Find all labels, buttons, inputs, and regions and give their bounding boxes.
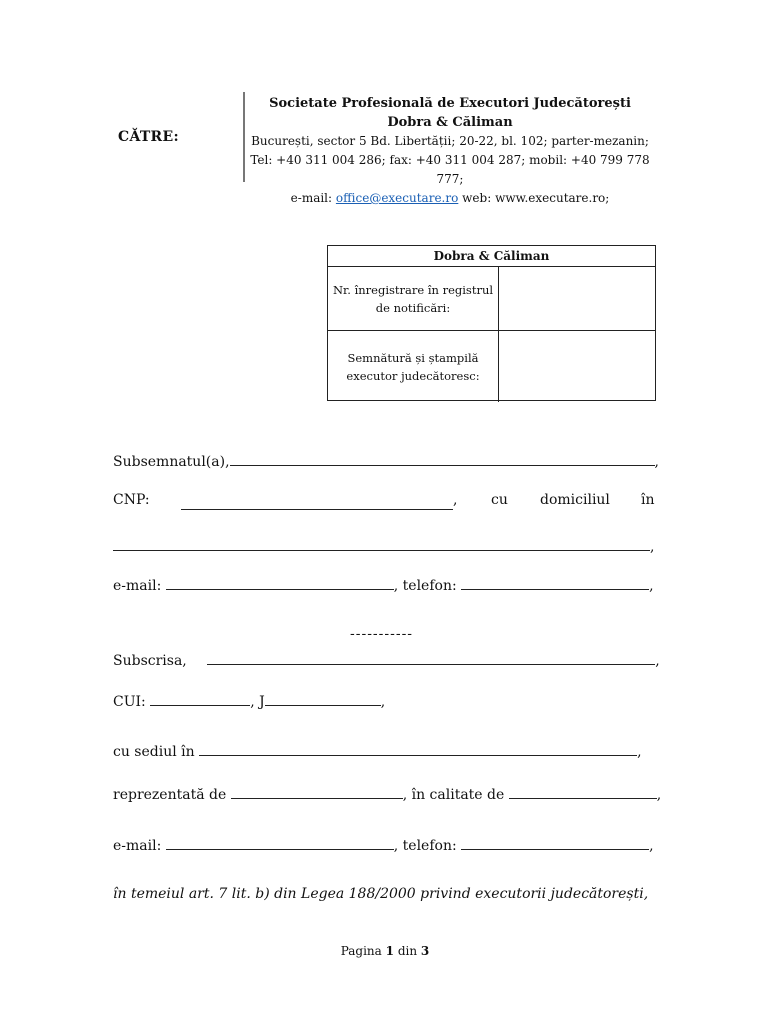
registry-number-label: Nr. înregistrare în registrul de notificări: [328, 267, 499, 330]
signature-field[interactable] [499, 331, 655, 402]
header-divider [243, 92, 245, 182]
in-label: în [641, 492, 655, 508]
company-name: Societate Profesională de Executori Judecătorești [269, 96, 631, 111]
registry-number-field[interactable] [499, 267, 655, 330]
comma: , [637, 744, 642, 760]
web-text: web: www.executare.ro; [462, 191, 610, 205]
line-cui [113, 692, 656, 710]
name-field[interactable] [230, 452, 655, 466]
pagina-label: Pagina [340, 944, 382, 958]
registry-box-title: Dobra & Căliman [328, 246, 655, 267]
cu-label: cu [491, 492, 508, 508]
comma: , [654, 454, 659, 470]
letterhead [250, 94, 650, 208]
capacity-field[interactable] [509, 785, 657, 799]
address-field[interactable] [113, 537, 650, 551]
page-current: 1 [385, 944, 394, 958]
sediul-label: cu sediul în [113, 744, 195, 760]
email-link[interactable]: office@executare.ro [335, 191, 459, 205]
subsemnatul-label: Subsemnatul(a), [113, 454, 230, 470]
j-label: , J [250, 694, 265, 710]
company-email-field[interactable] [166, 836, 394, 850]
line-contact-person [113, 576, 656, 594]
company-phone-field[interactable] [461, 836, 649, 850]
signature-label: Semnătură și ștampilă executor judecătoresc: [328, 331, 499, 402]
comma: , [656, 787, 662, 803]
comma: , [649, 838, 654, 854]
cnp-field[interactable] [181, 496, 453, 510]
company-name-field[interactable] [207, 651, 655, 665]
line-reprezentata [113, 785, 662, 803]
company-address: București, sector 5 Bd. Libertății; 20-22, bl. 102; parter-mezanin; [251, 134, 649, 148]
email-label: e-mail: [113, 838, 162, 854]
telefon-label: , telefon: [393, 578, 457, 594]
registry-row-signature [328, 331, 655, 402]
company-contact [250, 189, 650, 208]
recipient-label: CĂTRE: [118, 129, 179, 145]
telefon-label: , telefon: [393, 838, 457, 854]
comma: , [453, 492, 458, 508]
line-sediul [113, 742, 656, 760]
comma: , [649, 578, 654, 594]
in-calitate-label: , în calitate de [402, 787, 505, 803]
legal-basis-text: în temeiul art. 7 lit. b) din Legea 188/2000 privind executorii judecătorești, [113, 886, 649, 902]
din-label: din [397, 944, 418, 958]
comma: , [650, 539, 655, 555]
registry-box [327, 245, 656, 401]
section-separator: ----------- [350, 626, 414, 642]
cui-label: CUI: [113, 694, 146, 710]
phone-field[interactable] [461, 576, 649, 590]
email-label: e-mail: [113, 578, 162, 594]
j-field[interactable] [265, 692, 381, 706]
email-prefix: e-mail: [290, 191, 333, 205]
subscrisa-label: Subscrisa, [113, 653, 187, 669]
cui-field[interactable] [150, 692, 250, 706]
line-subscrisa [113, 651, 660, 669]
representative-field[interactable] [231, 785, 403, 799]
email-field[interactable] [166, 576, 394, 590]
domiciliul-label: domiciliul [540, 492, 610, 508]
registry-row-number [328, 267, 655, 331]
headquarters-field[interactable] [199, 742, 637, 756]
comma: , [655, 653, 660, 669]
line-subsemnatul [113, 452, 659, 470]
cnp-label: CNP: [113, 492, 150, 508]
comma: , [380, 694, 386, 710]
page-total: 3 [420, 944, 430, 958]
line-contact-company [113, 836, 656, 854]
company-partners: Dobra & Căliman [387, 115, 513, 130]
company-phones: Tel: +40 311 004 286; fax: +40 311 004 287; mobil: +40 799 778 777; [250, 153, 650, 186]
reprezentata-label: reprezentată de [113, 787, 227, 803]
line-address [113, 537, 656, 555]
page-footer [0, 944, 770, 958]
